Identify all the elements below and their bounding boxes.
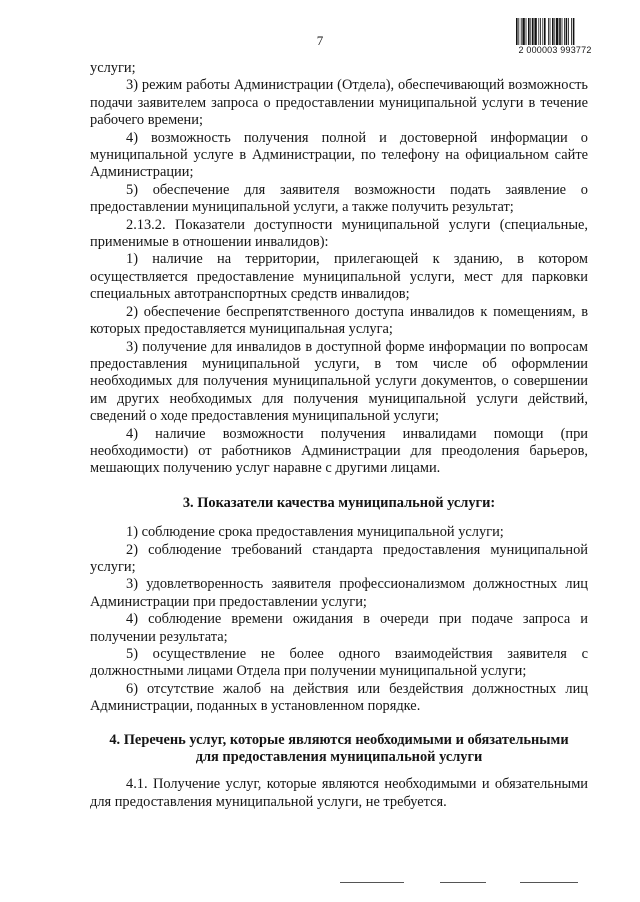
list-item: 3) удовлетворенность заявителя профессионализмом должностных лиц Администрации при предоставлении услуги; xyxy=(90,576,588,610)
paragraph: 4) возможность получения полной и достоверной информации о муниципальной услуге в Администрации, по телефону на официальном сайте Администрации; xyxy=(90,129,588,181)
paragraph: 3) получение для инвалидов в доступной форме информации по вопросам предоставления муниципальной услуги, в том числе об оформлении необходимых для получения муниципальной услуги документов, о совершении им других необходимых для получения муниципальной услуги действий, сведений о ходе предоставления муниципальной услуги; xyxy=(90,338,588,425)
document-body xyxy=(90,60,588,811)
section-4-heading-line-2: для предоставления муниципальной услуги xyxy=(195,749,483,766)
list-item: 6) отсутствие жалоб на действия или бездействия должностных лиц Администрации, поданных в установленном порядке. xyxy=(90,680,588,715)
scan-artifact-line xyxy=(520,882,578,883)
barcode-digits: 2 000003 993772 xyxy=(518,45,592,55)
paragraph: 2) обеспечение беспрепятственного доступа инвалидов к помещениям, в которых предоставляется муниципальная услуга; xyxy=(90,303,588,338)
section-3-heading: 3. Показатели качества муниципальной услуги: xyxy=(182,494,496,511)
page-number: 7 xyxy=(316,33,324,48)
paragraph: 4) наличие возможности получения инвалидами помощи (при необходимости) от работников Администрации для преодоления барьеров, мешающих получению услуг наравне с другими лицами. xyxy=(90,425,588,477)
list-item: 2) соблюдение требований стандарта предоставления муниципальной услуги; xyxy=(90,541,588,575)
scan-artifact-line xyxy=(340,882,404,883)
paragraph: 2.13.2. Показатели доступности муниципальной услуги (специальные, применимые в отношении инвалидов): xyxy=(90,216,588,251)
section-4-heading xyxy=(90,732,588,767)
section-4-heading-line-1: 4. Перечень услуг, которые являются необходимыми и обязательными xyxy=(109,731,569,748)
list-item: 4) соблюдение времени ожидания в очереди при подаче запроса и получении результата; xyxy=(90,611,588,645)
list-item: 5) осуществление не более одного взаимодействия заявителя с должностными лицами Отдела при получении муниципальной услуги; xyxy=(90,646,588,680)
paragraph: 5) обеспечение для заявителя возможности подать заявление о предоставлении муниципальной услуги, а также получить результат; xyxy=(90,181,588,216)
list-item: 4.1. Получение услуг, которые являются необходимыми и обязательными для предоставления муниципальной услуги, не требуется. xyxy=(90,776,588,810)
list-item: 1) соблюдение срока предоставления муниципальной услуги; xyxy=(126,524,504,541)
barcode-bars xyxy=(516,18,594,45)
paragraph: 1) наличие на территории, прилегающей к зданию, в котором осуществляется предоставление муниципальной услуги, мест для парковки специальных автотранспортных средств инвалидов; xyxy=(90,251,588,303)
paragraph: 3) режим работы Администрации (Отдела), обеспечивающий возможность подачи заявителем запроса о предоставлении муниципальной услуги в течение рабочего времени; xyxy=(90,77,588,129)
paragraph: услуги; xyxy=(90,60,136,76)
barcode xyxy=(516,18,594,58)
scan-artifact-line xyxy=(440,882,486,883)
